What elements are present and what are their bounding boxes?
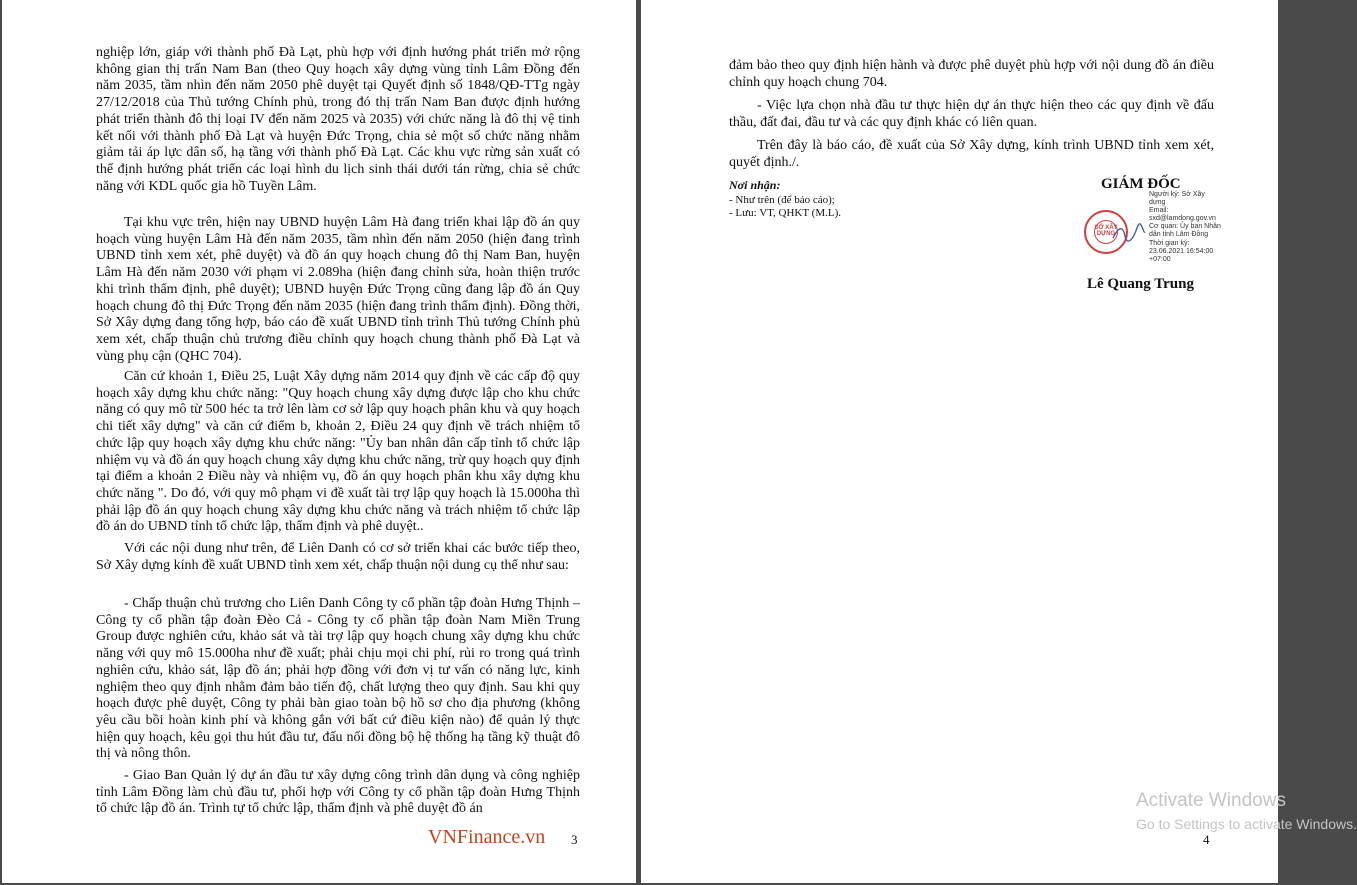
signature-icon bbox=[1111, 222, 1147, 244]
paragraph: - Chấp thuận chủ trương cho Liên Danh Công ty cổ phần tập đoàn Hưng Thịnh – Công ty cổ phần tập đoàn Đèo Cả - Công ty cổ phần tập đoàn Nam Miền Trung Group được nghiên cứu, khảo sát và tài trợ lập quy hoạch chung xây dựng khu chức năng với quy mô 15.000ha như đề xuất; phải chịu mọi chi phí, rủi ro trong quá trình nghiên cứu, khảo sát, lập đồ án; phải hợp đồng với đơn vị tư vấn có năng lực, kinh nghiệm theo quy định nhằm đảm bảo tiến độ, chất lượng theo quy định. Sau khi quy hoạch được phê duyệt, Công ty phải bàn giao toàn bộ hồ sơ cho địa phương (không yêu cầu bồi hoàn kinh phí và không gắn với bất cứ điều kiện nào) để quản lý thực hiện quy hoạch, kêu gọi thu hút đầu tư, đấu nối đồng bộ hệ thống hạ tầng kỹ thuật đô thị và nông thôn. bbox=[96, 596, 580, 762]
activation-title: Activate Windows bbox=[1136, 790, 1286, 811]
paragraph: Với các nội dung như trên, để Liên Danh có cơ sở triển khai các bước tiếp theo, Sở Xây dựng kính đề xuất UBND tỉnh xem xét, chấp thuận nội dung cụ thể như sau: bbox=[96, 541, 580, 573]
paragraph: Trên đây là báo cáo, đề xuất của Sở Xây dựng, kính trình UBND tỉnh xem xét, quyết định./. bbox=[729, 138, 1214, 170]
paragraph: Căn cứ khoản 1, Điều 25, Luật Xây dựng năm 2014 quy định về các cấp độ quy hoạch xây dựng khu chức năng: "Quy hoạch chung xây dựng được lập cho khu chức năng có quy mô từ 500 héc ta trở lên làm cơ sở lập quy hoạch phân khu và quy hoạch chi tiết xây dựng" và căn cứ điểm b, khoản 2, Điều 24 quy định về trách nhiệm tổ chức lập quy hoạch xây dựng khu chức năng: "Ủy ban nhân dân cấp tỉnh tổ chức lập nhiệm vụ và đồ án quy hoạch chung xây dựng khu chức năng, trừ quy hoạch quy định tại điểm a khoản 2 Điều này và nhiệm vụ, đồ án quy hoạch phân khu xây dựng khu chức năng ". Do đó, với quy mô phạm vi đề xuất tài trợ lập quy hoạch là 15.000ha thì phải lập đồ án quy hoạch chung xây dựng khu chức năng và trách nhiệm tổ chức lập đồ án do UBND tỉnh tổ chức lập, thẩm định và phê duyệt.. bbox=[96, 369, 580, 535]
paragraph: nghiệp lớn, giáp với thành phố Đà Lạt, phù hợp với định hướng phát triển mở rộng không gian thị trấn Nam Ban (theo Quy hoạch xây dựng vùng tỉnh Lâm Đồng đến năm 2035, tầm nhìn đến năm 2050 phê duyệt tại Quyết định số 1848/QĐ-TTg ngày 27/12/2018 của Thủ tướng Chính phủ, trong đó thị trấn Nam Ban được định hướng phát triển thành đô thị loại IV đến năm 2025 và 2035) với chức năng là đô thị vệ tinh kết nối với thành phố Đà Lạt và huyện Đức Trọng, chia sẻ một số chức năng nhằm giảm tải áp lực dân số, hạ tầng với thành phố Đà Lạt. Các khu vực rừng sản xuất có thể định hướng phát triển các loại hình du lịch sinh thái dưới tán rừng, chia sẻ chức năng với KDL quốc gia hồ Tuyền Lâm. bbox=[96, 45, 580, 194]
director-title: GIÁM ĐỐC bbox=[1101, 176, 1181, 192]
page-number: 4 bbox=[1203, 832, 1210, 847]
paragraph: - Việc lựa chọn nhà đầu tư thực hiện dự án thực hiện theo các quy định về đấu thầu, đất đai, đầu tư và các quy định khác có liên quan. bbox=[729, 98, 1214, 130]
official-seal-icon: SỞ XÂY DỰNG bbox=[1084, 210, 1128, 254]
paragraph: Tại khu vực trên, hiện nay UBND huyện Lâm Hà đang triển khai lập đồ án quy hoạch vùng huyện Lâm Hà đến năm 2035, tầm nhìn đến năm 2050 (hiện đang trình UBND tỉnh xem xét, phê duyệt) và đồ án quy hoạch chung đô thị Nam Ban, huyện Lâm Hà đến năm 2030 với phạm vi 2.089ha (hiện đang chỉnh sửa, hoàn thiện trước khi trình thẩm định, phê duyệt); UBND huyện Đức Trọng cũng đang lập đồ án Quy hoạch chung đô thị Đức Trọng đến năm 2035 (hiện đang trình thẩm định). Đồng thời, Sở Xây dựng đang tổng hợp, báo cáo đề xuất UBND tỉnh trình Thủ tướng Chính phủ xem xét, chấp thuận chủ trương điều chỉnh quy hoạch chung thành phố Đà Lạt và vùng phụ cận (QHC 704). bbox=[96, 215, 580, 364]
digital-signature-info: Người ký: Sở Xây dựng Email: sxd@lamdong.gov.vn Cơ quan: Ủy ban Nhân dân tỉnh Lâm Đồng Thời gian ký: 23.06.2021 16:54:00 +07:00 bbox=[1149, 191, 1221, 263]
document-page-right bbox=[641, 0, 1278, 883]
recipients-title: Nơi nhận: bbox=[729, 178, 781, 192]
watermark-logo: VNFinance.vn bbox=[428, 826, 546, 848]
paragraph: - Giao Ban Quản lý dự án đầu tư xây dựng công trình dân dụng và công nghiệp tỉnh Lâm Đồng làm chủ đầu tư, phối hợp với Công ty cổ phần tập đoàn Hưng Thịnh tổ chức lập đồ án. Trình tự tổ chức lập, thẩm định và phê duyệt đồ án bbox=[96, 768, 580, 817]
windows-activation-notice bbox=[1136, 790, 1357, 832]
activation-subtitle: Go to Settings to activate Windows. bbox=[1136, 816, 1357, 832]
page-number: 3 bbox=[571, 832, 578, 847]
recipient-item: - Lưu: VT, QHKT (M.L). bbox=[729, 207, 841, 219]
document-page-left bbox=[2, 0, 636, 883]
paragraph: đảm bảo theo quy định hiện hành và được phê duyệt phù hợp với nội dung đồ án điều chỉnh quy hoạch chung 704. bbox=[729, 58, 1214, 90]
signer-name: Lê Quang Trung bbox=[1087, 276, 1194, 292]
recipient-item: - Như trên (để báo cáo); bbox=[729, 194, 835, 206]
